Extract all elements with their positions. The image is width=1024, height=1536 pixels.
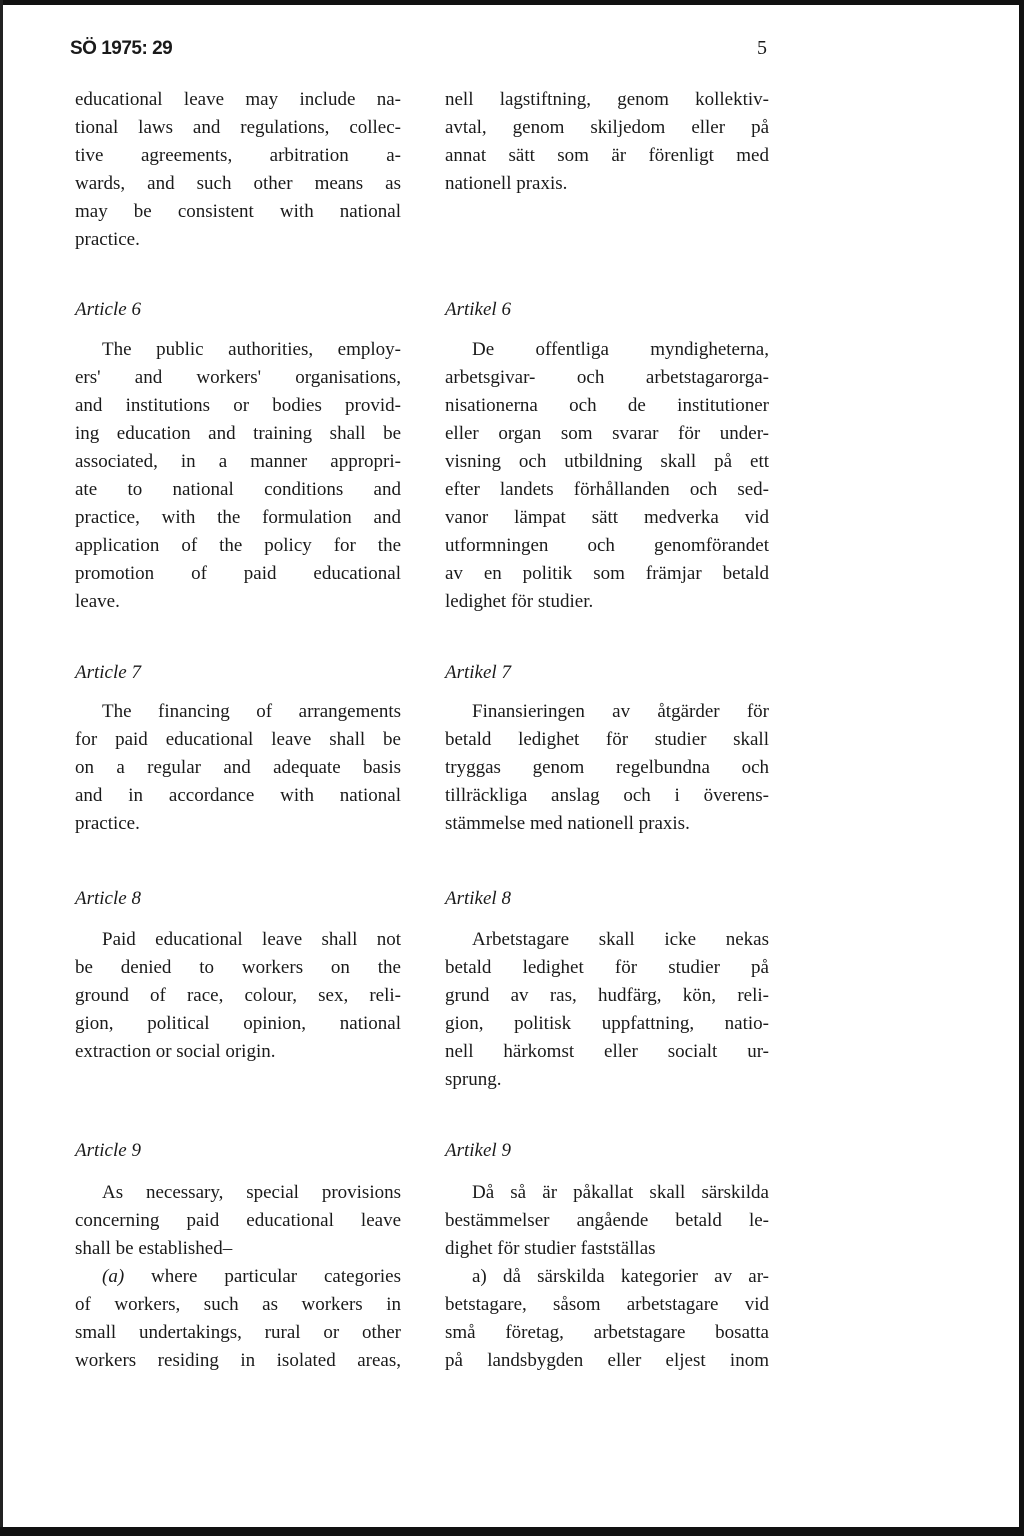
text-line: tive agreements, arbitration a- (75, 145, 401, 166)
text-line: extraction or social origin. (75, 1041, 276, 1062)
text-line: tional laws and regulations, collec- (75, 117, 401, 138)
text-line: ing education and training shall be (75, 423, 401, 444)
text-line: Paid educational leave shall not (102, 929, 401, 950)
text-line: nisationerna och de institutioner (445, 395, 769, 416)
artikel-9-body (445, 1179, 769, 1375)
artikel-7-body (445, 698, 769, 838)
text-line: ground of race, colour, sex, reli- (75, 985, 401, 1006)
text-line: small undertakings, rural or other (75, 1322, 401, 1343)
text-line: betald ledighet för studier skall (445, 729, 769, 750)
text-line: The public authorities, employ- (102, 339, 401, 360)
english-intro-paragraph (75, 86, 401, 254)
text-line: wards, and such other means as (75, 173, 401, 194)
text-line: små företag, arbetstagare bosatta (445, 1322, 769, 1343)
text-line: ate to national conditions and (75, 479, 401, 500)
text-line: ers' and workers' organisations, (75, 367, 401, 388)
article-9-body (75, 1179, 401, 1375)
text-line: The financing of arrangements (102, 701, 401, 722)
article-7-body (75, 698, 401, 838)
text-line: practice. (75, 813, 140, 834)
text-line: of workers, such as workers in (75, 1294, 401, 1315)
article-9-heading: Article 9 (75, 1140, 141, 1161)
text-line: De offentliga myndigheterna, (472, 339, 769, 360)
text-line: Då så är påkallat skall särskilda (472, 1182, 769, 1203)
artikel-9-heading: Artikel 9 (445, 1140, 511, 1161)
text-line: tryggas genom regelbundna och (445, 757, 769, 778)
document-reference: SÖ 1975: 29 (70, 38, 173, 59)
text-line: eller organ som svarar för under- (445, 423, 769, 444)
text-line: As necessary, special provisions (102, 1182, 401, 1203)
text-line: avtal, genom skiljedom eller på (445, 117, 769, 138)
text-line: shall be established– (75, 1238, 233, 1259)
text-line: nationell praxis. (445, 173, 568, 194)
text-line: dighet för studier fastställas (445, 1238, 656, 1259)
artikel-6-heading: Artikel 6 (445, 299, 511, 320)
text-line: på landsbygden eller eljest inom (445, 1350, 769, 1371)
page-number: 5 (757, 37, 767, 59)
text-line: where particular categories (124, 1266, 401, 1287)
text-line: utformningen och genomförandet (445, 535, 769, 556)
text-line: promotion of paid educational (75, 563, 401, 584)
text-line: associated, in a manner appropri- (75, 451, 401, 472)
text-line: vanor lämpat sätt medverka vid (445, 507, 769, 528)
text-line: nell lagstiftning, genom kollektiv- (445, 89, 769, 110)
text-line: av en politik som främjar betald (445, 563, 769, 584)
article-8-body (75, 926, 401, 1066)
bottom-border (0, 1527, 1024, 1536)
article-6-heading: Article 6 (75, 299, 141, 320)
text-line: visning och utbildning skall på ett (445, 451, 769, 472)
artikel-6-body (445, 336, 769, 616)
text-line: may be consistent with national (75, 201, 401, 222)
text-line: be denied to workers on the (75, 957, 401, 978)
text-line: application of the policy for the (75, 535, 401, 556)
text-line: Finansieringen av åtgärder för (472, 701, 769, 722)
text-line: efter landets förhållanden och sed- (445, 479, 769, 500)
top-border (0, 0, 1024, 5)
artikel-8-body (445, 926, 769, 1094)
article-7-heading: Article 7 (75, 662, 141, 683)
text-line: stämmelse med nationell praxis. (445, 813, 690, 834)
text-line: gion, political opinion, national (75, 1013, 401, 1034)
text-line: arbetsgivar- och arbetstagarorga- (445, 367, 769, 388)
text-line: educational leave may include na- (75, 89, 401, 110)
text-line: tillräckliga anslag och i överens- (445, 785, 769, 806)
text-line: ledighet för studier. (445, 591, 594, 612)
artikel-7-heading: Artikel 7 (445, 662, 511, 683)
text-line: a) då särskilda kategorier av ar- (472, 1266, 769, 1287)
item-marker: (a) (102, 1266, 125, 1287)
text-line: nell härkomst eller socialt ur- (445, 1041, 769, 1062)
text-line: annat sätt som är förenligt med (445, 145, 769, 166)
text-line: betald ledighet för studier på (445, 957, 769, 978)
text-line: and institutions or bodies provid- (75, 395, 401, 416)
text-line: bestämmelser angående betald le- (445, 1210, 769, 1231)
left-border (0, 0, 3, 1536)
text-line: grund av ras, hudfärg, kön, reli- (445, 985, 769, 1006)
article-6-body (75, 336, 401, 616)
text-line: on a regular and adequate basis (75, 757, 401, 778)
text-line: Arbetstagare skall icke nekas (472, 929, 769, 950)
text-line: sprung. (445, 1069, 502, 1090)
text-line: and in accordance with national (75, 785, 401, 806)
text-line: for paid educational leave shall be (75, 729, 401, 750)
text-line: betstagare, såsom arbetstagare vid (445, 1294, 769, 1315)
text-line: leave. (75, 591, 120, 612)
text-line: practice. (75, 229, 140, 250)
text-line: practice, with the formulation and (75, 507, 401, 528)
article-8-heading: Article 8 (75, 888, 141, 909)
artikel-8-heading: Artikel 8 (445, 888, 511, 909)
text-line: workers residing in isolated areas, (75, 1350, 401, 1371)
text-line: gion, politisk uppfattning, natio- (445, 1013, 769, 1034)
right-border (1019, 0, 1024, 1536)
swedish-intro-paragraph (445, 86, 769, 198)
text-line: concerning paid educational leave (75, 1210, 401, 1231)
article-9a-first-line (75, 1263, 401, 1291)
